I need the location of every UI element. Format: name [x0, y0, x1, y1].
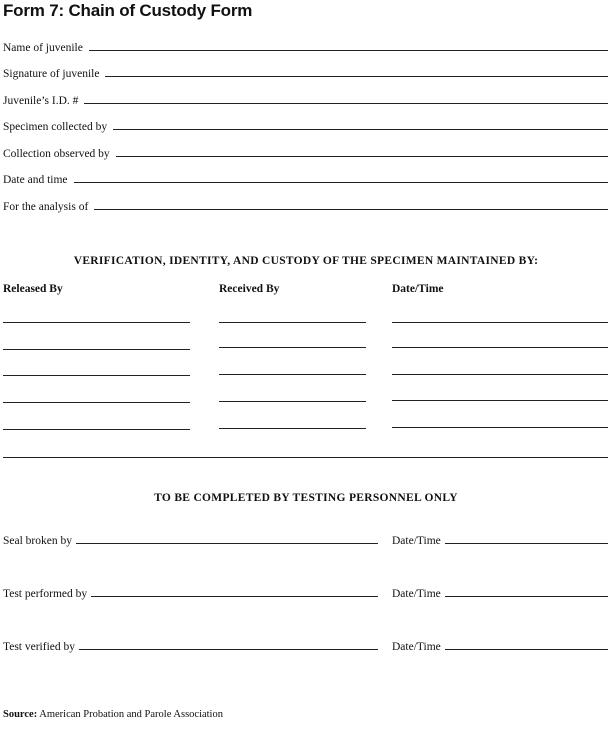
date-time-line[interactable]: [392, 347, 608, 348]
field-signature-of-juvenile[interactable]: [3, 68, 608, 80]
field-line[interactable]: [94, 209, 608, 210]
column-header-released-by: Released By: [3, 283, 63, 295]
test-performed-date-field[interactable]: [392, 588, 608, 600]
field-line[interactable]: [79, 649, 378, 650]
field-line[interactable]: [113, 129, 608, 130]
received-by-line[interactable]: [219, 374, 366, 375]
test-verified-date-field[interactable]: [392, 641, 608, 653]
field-specimen-collected-by[interactable]: [3, 121, 608, 133]
field-label: Collection observed by: [3, 148, 110, 160]
testing-heading: TO BE COMPLETED BY TESTING PERSONNEL ONLY: [154, 492, 458, 504]
field-line[interactable]: [84, 103, 608, 104]
field-juvenile-id[interactable]: [3, 95, 608, 107]
section-divider: [3, 457, 608, 458]
field-line[interactable]: [445, 543, 608, 544]
field-line[interactable]: [91, 596, 378, 597]
field-label: Date/Time: [392, 535, 441, 547]
test-verified-by-field[interactable]: [3, 641, 378, 653]
date-time-line[interactable]: [392, 322, 608, 323]
received-by-line[interactable]: [219, 322, 366, 323]
field-label: Seal broken by: [3, 535, 72, 547]
field-label: Test performed by: [3, 588, 88, 600]
column-header-received-by: Received By: [219, 283, 280, 295]
source-label: Source:: [3, 709, 38, 720]
field-collection-observed-by[interactable]: [3, 148, 608, 160]
field-label: For the analysis of: [3, 201, 89, 213]
released-by-line[interactable]: [3, 402, 190, 403]
field-line[interactable]: [89, 50, 608, 51]
seal-broken-date-field[interactable]: [392, 535, 608, 547]
field-name-of-juvenile[interactable]: [3, 42, 608, 54]
seal-broken-by-field[interactable]: [3, 535, 378, 547]
field-line[interactable]: [76, 543, 378, 544]
column-header-date-time: Date/Time: [392, 283, 444, 295]
date-time-line[interactable]: [392, 400, 608, 401]
field-line[interactable]: [445, 596, 608, 597]
released-by-line[interactable]: [3, 349, 190, 350]
released-by-line[interactable]: [3, 322, 190, 323]
released-by-line[interactable]: [3, 429, 190, 430]
form-title: Form 7: Chain of Custody Form: [3, 1, 253, 20]
field-date-and-time[interactable]: [3, 174, 608, 186]
field-label: Signature of juvenile: [3, 68, 100, 80]
date-time-line[interactable]: [392, 374, 608, 375]
source-note: [3, 709, 223, 720]
released-by-line[interactable]: [3, 375, 190, 376]
custody-heading: VERIFICATION, IDENTITY, AND CUSTODY OF THE SPECIMEN MAINTAINED BY:: [73, 255, 539, 267]
field-line[interactable]: [445, 649, 608, 650]
field-label: Date and time: [3, 174, 68, 186]
field-label: Date/Time: [392, 641, 441, 653]
test-performed-by-field[interactable]: [3, 588, 378, 600]
received-by-line[interactable]: [219, 347, 366, 348]
source-text: American Probation and Parole Association: [39, 709, 223, 720]
field-label: Juvenile’s I.D. #: [3, 95, 79, 107]
received-by-line[interactable]: [219, 401, 366, 402]
field-for-the-analysis-of[interactable]: [3, 201, 608, 213]
date-time-line[interactable]: [392, 427, 608, 428]
field-label: Name of juvenile: [3, 42, 83, 54]
field-label: Test verified by: [3, 641, 76, 653]
field-line[interactable]: [116, 156, 608, 157]
field-line[interactable]: [105, 76, 608, 77]
field-label: Date/Time: [392, 588, 441, 600]
field-line[interactable]: [74, 182, 608, 183]
received-by-line[interactable]: [219, 428, 366, 429]
field-label: Specimen collected by: [3, 121, 108, 133]
